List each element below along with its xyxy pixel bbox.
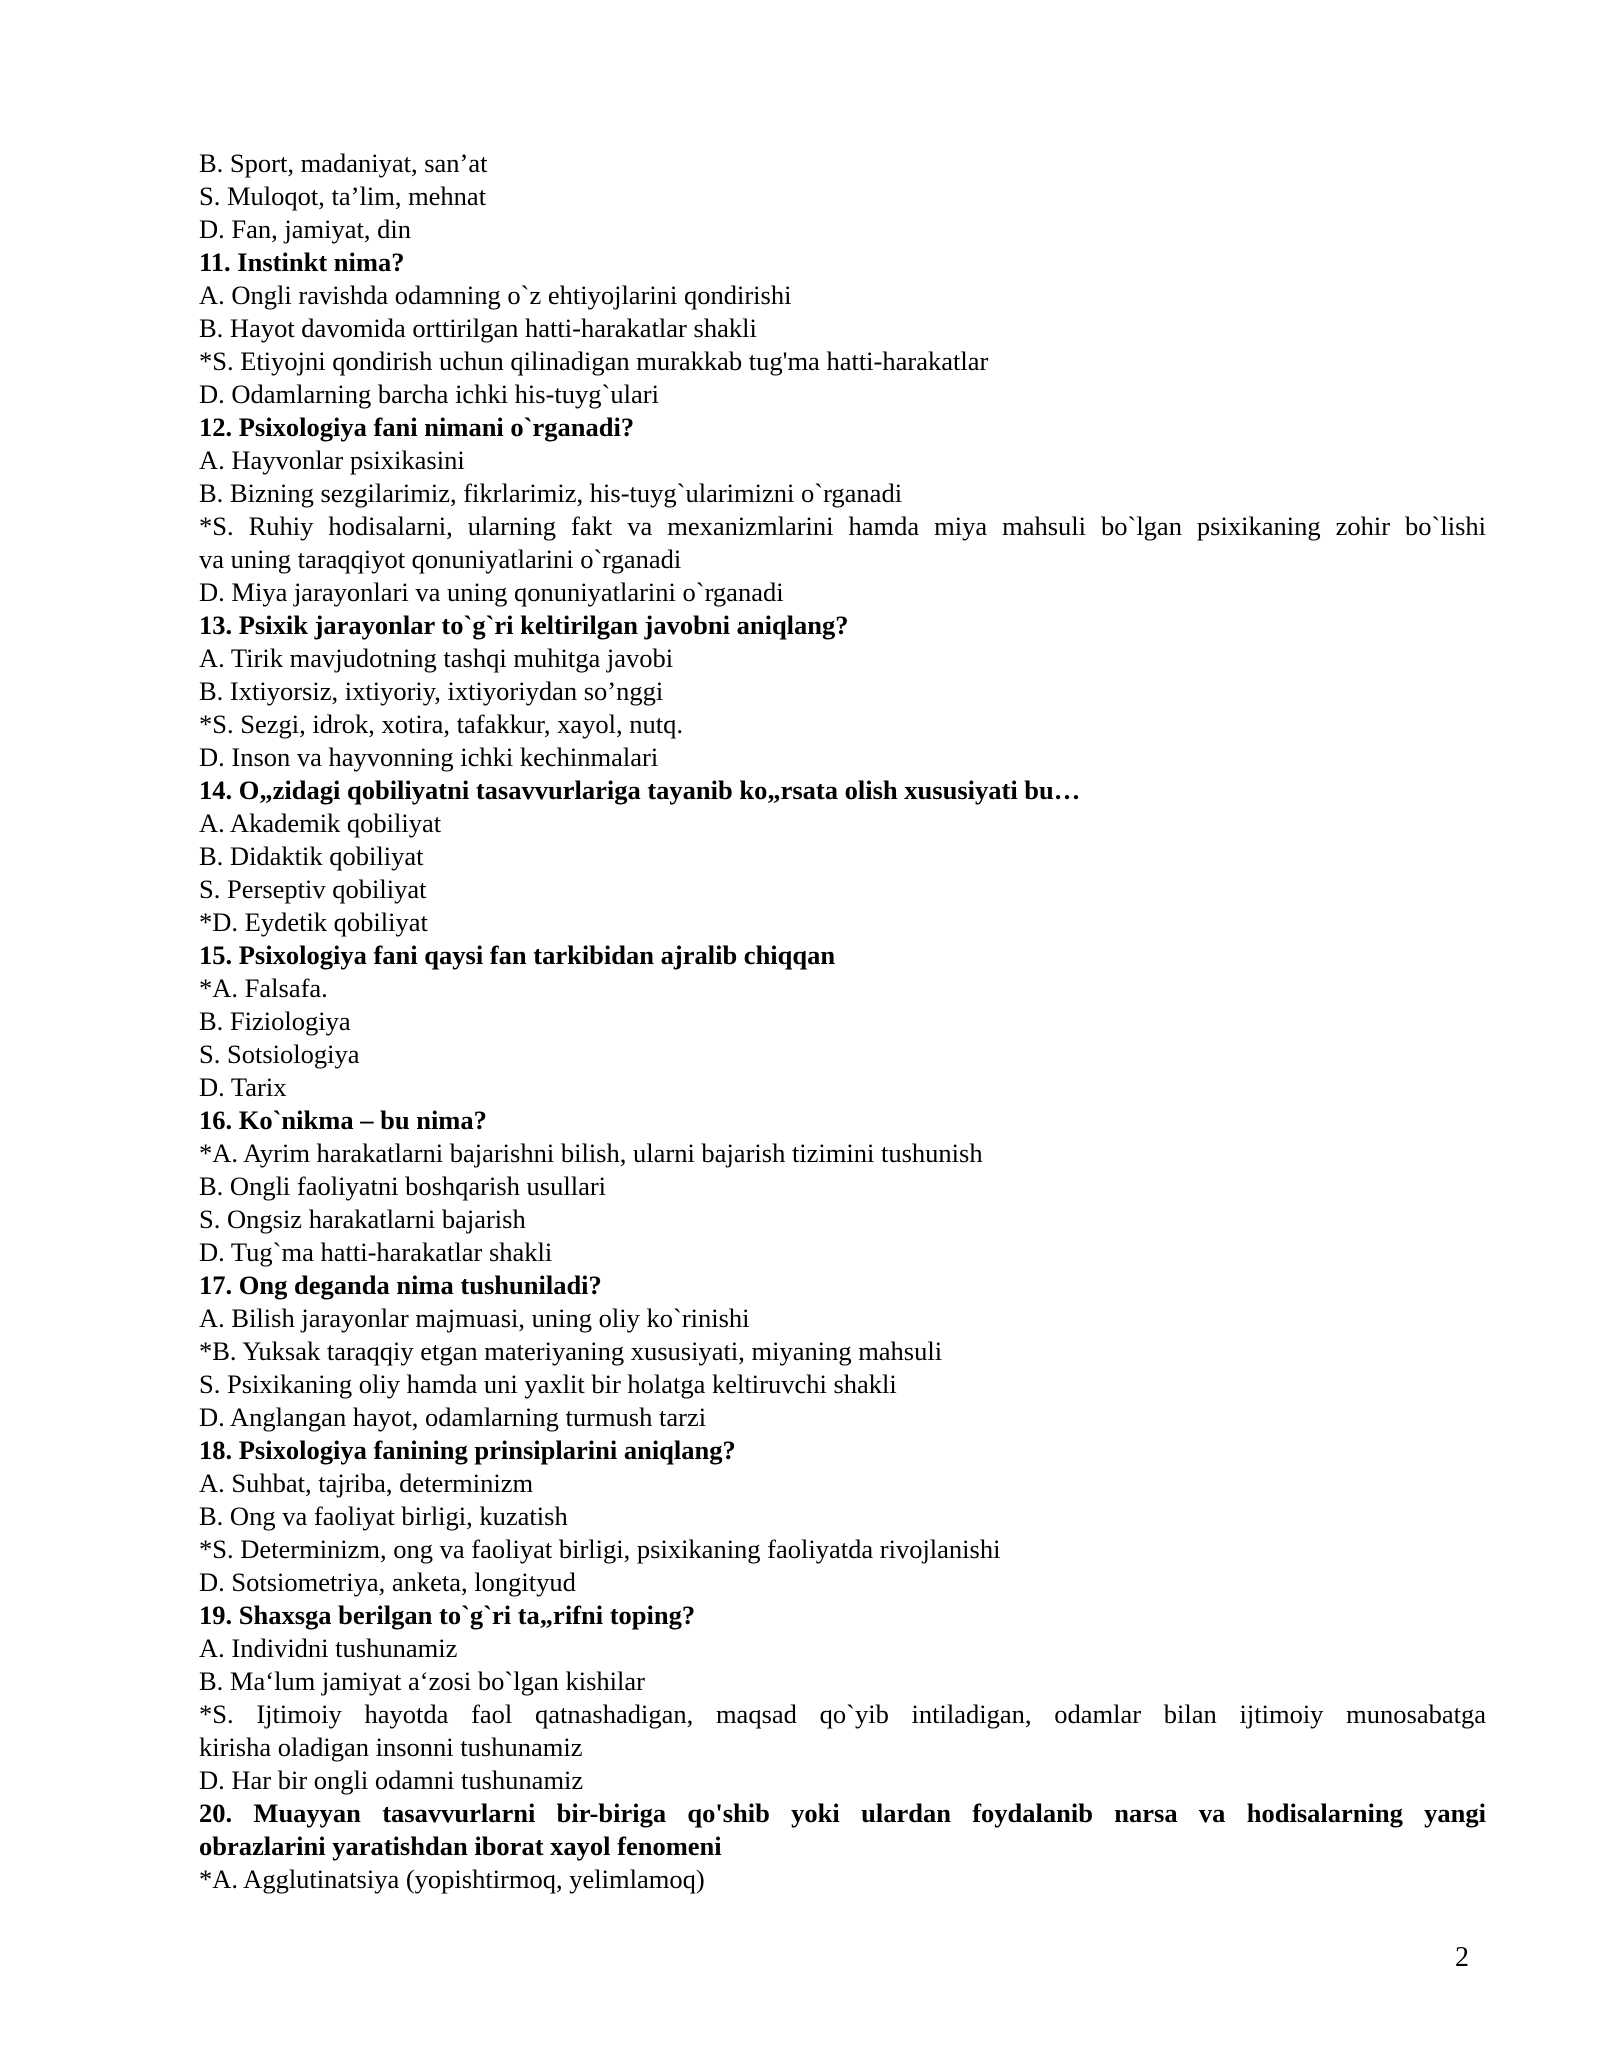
question-text: 19. Shaxsga berilgan to`g`ri ta„rifni toping? — [199, 1600, 696, 1630]
answer-option: S. Psixikaning oliy hamda uni yaxlit bir holatga keltiruvchi shakli — [199, 1369, 897, 1399]
question-text: 20. Muayyan tasavvurlarni bir-biriga qo'shib yoki ulardan foydalanib narsa va hodisalarning yangi — [199, 1798, 1486, 1828]
question-text: 15. Psixologiya fani qaysi fan tarkibidan ajralib chiqqan — [199, 940, 836, 970]
answer-option: *A. Falsafa. — [199, 973, 328, 1003]
answer-option: va uning taraqqiyot qonuniyatlarini o`rganadi — [199, 544, 682, 574]
document-page — [199, 147, 1486, 1896]
answer-option: D. Miya jarayonlari va uning qonuniyatlarini o`rganadi — [199, 577, 784, 607]
answer-option: B. Sport, madaniyat, san’at — [199, 148, 488, 178]
answer-option: B. Fiziologiya — [199, 1006, 351, 1036]
answer-option: D. Tarix — [199, 1072, 287, 1102]
answer-option: *S. Sezgi, idrok, xotira, tafakkur, xayol, nutq. — [199, 709, 683, 739]
answer-option: B. Hayot davomida orttirilgan hatti-harakatlar shakli — [199, 313, 757, 343]
answer-option: S. Muloqot, ta’lim, mehnat — [199, 181, 487, 211]
question-text: obrazlarini yaratishdan iborat xayol fenomeni — [199, 1831, 722, 1861]
answer-option: A. Tirik mavjudotning tashqi muhitga javobi — [199, 643, 674, 673]
answer-option: B. Ongli faoliyatni boshqarish usullari — [199, 1171, 607, 1201]
question-list — [199, 147, 1486, 1896]
answer-option: A. Individni tushunamiz — [199, 1633, 458, 1663]
answer-option: D. Inson va hayvonning ichki kechinmalari — [199, 742, 659, 772]
answer-option: *D. Eydetik qobiliyat — [199, 907, 428, 937]
answer-option: B. Bizning sezgilarimiz, fikrlarimiz, his-tuyg`ularimizni o`rganadi — [199, 478, 903, 508]
answer-option: B. Ixtiyorsiz, ixtiyoriy, ixtiyoriydan so’nggi — [199, 676, 664, 706]
question-text: 17. Ong deganda nima tushuniladi? — [199, 1270, 602, 1300]
answer-option: *S. Ruhiy hodisalarni, ularning fakt va mexanizmlarini hamda miya mahsuli bo`lgan psixikaning zohir bo`lishi — [199, 511, 1486, 541]
answer-option: B. Ma‘lum jamiyat a‘zosi bo`lgan kishilar — [199, 1666, 645, 1696]
answer-option: A. Akademik qobiliyat — [199, 808, 442, 838]
answer-option: *S. Etiyojni qondirish uchun qilinadigan murakkab tug'ma hatti-harakatlar — [199, 346, 989, 376]
answer-option: *B. Yuksak taraqqiy etgan materiyaning xususiyati, miyaning mahsuli — [199, 1336, 943, 1366]
page-number: 2 — [1455, 1942, 1469, 1973]
answer-option: A. Bilish jarayonlar majmuasi, uning oliy ko`rinishi — [199, 1303, 750, 1333]
answer-option: D. Har bir ongli odamni tushunamiz — [199, 1765, 584, 1795]
answer-option: B. Ong va faoliyat birligi, kuzatish — [199, 1501, 568, 1531]
answer-option: S. Ongsiz harakatlarni bajarish — [199, 1204, 526, 1234]
answer-option: B. Didaktik qobiliyat — [199, 841, 424, 871]
answer-option: *S. Ijtimoiy hayotda faol qatnashadigan, maqsad qo`yib intiladigan, odamlar bilan ijtimoiy munosabatga — [199, 1699, 1486, 1729]
question-text: 16. Ko`nikma – bu nima? — [199, 1105, 487, 1135]
question-text: 12. Psixologiya fani nimani o`rganadi? — [199, 412, 635, 442]
answer-option: S. Perseptiv qobiliyat — [199, 874, 427, 904]
answer-option: kirisha oladigan insonni tushunamiz — [199, 1732, 583, 1762]
question-text: 11. Instinkt nima? — [199, 247, 405, 277]
answer-option: D. Fan, jamiyat, din — [199, 214, 411, 244]
answer-option: *A. Agglutinatsiya (yopishtirmoq, yelimlamoq) — [199, 1864, 705, 1894]
answer-option: D. Tug`ma hatti-harakatlar shakli — [199, 1237, 553, 1267]
question-text: 13. Psixik jarayonlar to`g`ri keltirilgan javobni aniqlang? — [199, 610, 849, 640]
answer-option: D. Sotsiometriya, anketa, longityud — [199, 1567, 576, 1597]
answer-option: S. Sotsiologiya — [199, 1039, 360, 1069]
answer-option: A. Hayvonlar psixikasini — [199, 445, 465, 475]
answer-option: *S. Determinizm, ong va faoliyat birligi, psixikaning faoliyatda rivojlanishi — [199, 1534, 1001, 1564]
answer-option: A. Suhbat, tajriba, determinizm — [199, 1468, 534, 1498]
answer-option: D. Anglangan hayot, odamlarning turmush tarzi — [199, 1402, 707, 1432]
answer-option: *A. Ayrim harakatlarni bajarishni bilish, ularni bajarish tizimini tushunish — [199, 1138, 983, 1168]
question-text: 18. Psixologiya fanining prinsiplarini aniqlang? — [199, 1435, 736, 1465]
answer-option: D. Odamlarning barcha ichki his-tuyg`ulari — [199, 379, 659, 409]
answer-option: A. Ongli ravishda odamning o`z ehtiyojlarini qondirishi — [199, 280, 792, 310]
question-text: 14. O„zidagi qobiliyatni tasavvurlariga tayanib ko„rsata olish xususiyati bu… — [199, 775, 1081, 805]
